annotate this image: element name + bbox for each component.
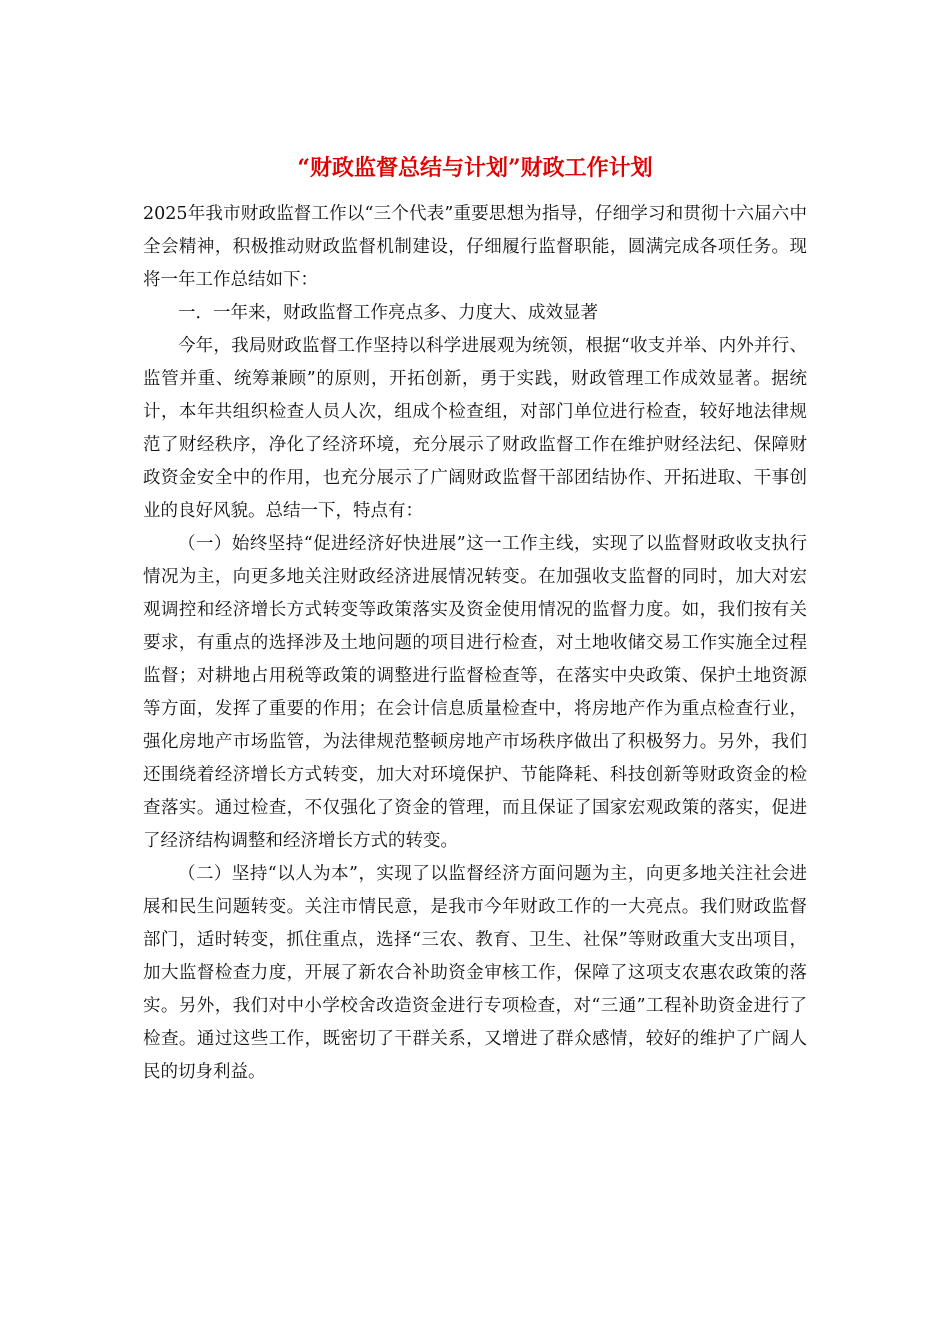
intro-paragraph: 2025年我市财政监督工作以“三个代表”重要思想为指导，仔细学习和贯彻十六届六中全会精神，积极推动财政监督机制建设，仔细履行监督职能，圆满完成各项任务。现将一年工作总结如下： — [143, 204, 807, 290]
document-body — [143, 198, 807, 1089]
document-title: “财政监督总结与计划”财政工作计划 — [297, 155, 653, 181]
body-paragraph: （二）坚持“以人为本”，实现了以监督经济方面问题为主，向更多地关注社会进展和民生问题转变。关注市情民意，是我市今年财政工作的一大亮点。我们财政监督部门，适时转变，抓住重点，选择“三农、教育、卫生、社保”等财政重大支出项目，加大监督检查力度，开展了新农合补助资金审核工作，保障了这项支农惠农政策的落实。另外，我们对中小学校舍改造资金进行专项检查，对“三通”工程补助资金进行了检查。通过这些工作，既密切了干群关系，又增进了群众感情，较好的维护了广阔人民的切身利益。 — [143, 864, 807, 1082]
section-heading-1: 一．一年来，财政监督工作亮点多、力度大、成效显著 — [178, 303, 598, 323]
body-paragraph: 今年，我局财政监督工作坚持以科学进展观为统领，根据“收支并举、内外并行、监管并重、统筹兼顾”的原则，开拓创新，勇于实践，财政管理工作成效显著。据统计，本年共组织检查人员人次，组成个检查组，对部门单位进行检查，较好地法律规范了财经秩序，净化了经济环境，充分展示了财政监督工作在维护财经法纪、保障财政资金安全中的作用，也充分展示了广阔财政监督干部团结协作、开拓进取、干事创业的良好风貌。总结一下，特点有： — [143, 336, 807, 521]
body-paragraph: （一）始终坚持“促进经济好快进展”这一工作主线，实现了以监督财政收支执行情况为主，向更多地关注财政经济进展情况转变。在加强收支监督的同时，加大对宏观调控和经济增长方式转变等政策落实及资金使用情况的监督力度。如，我们按有关要求，有重点的选择涉及土地问题的项目进行检查，对土地收储交易工作实施全过程监督；对耕地占用税等政策的调整进行监督检查等，在落实中央政策、保护土地资源等方面，发挥了重要的作用；在会计信息质量检查中，将房地产作为重点检查行业，强化房地产市场监管，为法律规范整顿房地产市场秩序做出了积极努力。另外，我们还围绕着经济增长方式转变，加大对环境保护、节能降耗、科技创新等财政资金的检查落实。通过检查，不仅强化了资金的管理，而且保证了国家宏观政策的落实，促进了经济结构调整和经济增长方式的转变。 — [143, 534, 807, 851]
